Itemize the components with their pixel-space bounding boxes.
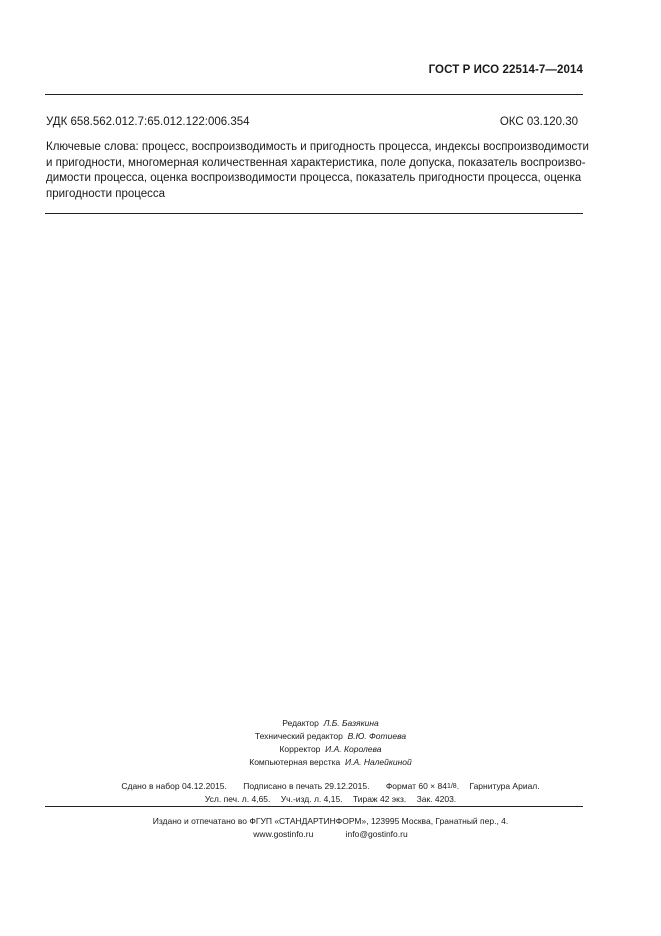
credit-role: Корректор [279,744,321,754]
credit-editor [0,717,661,730]
paper-format-fraction: 1/8 [446,783,457,790]
circulation: Тираж 42 экз. [352,794,407,804]
publisher-contacts [0,828,661,841]
email-link[interactable]: info@gostinfo.ru [345,829,408,839]
credit-name: И.А. Королева [325,744,382,754]
footer-divider [45,806,583,807]
keywords-divider [45,213,583,214]
publisher-block [0,815,661,841]
udk-code: УДК 658.562.012.7:65.012.122:006.354 [46,116,250,128]
standard-code: ГОСТ Р ИСО 22514-7—2014 [428,64,583,76]
credit-role: Компьютерная верстка [249,757,341,767]
print-sheets: Усл. печ. л. 4,65. [204,794,271,804]
print-info-block [0,780,661,806]
keywords-line: пригодности процесса [46,187,165,200]
submitted-date: Сдано в набор 04.12.2015. [121,781,227,791]
credit-tech-editor [0,730,661,743]
print-info-row-2 [0,793,661,806]
credit-role: Технический редактор [254,731,343,741]
credit-name: Л.Б. Базякина [323,718,379,728]
credit-name: И.А. Налейкиной [345,757,412,767]
keywords-paragraph [46,140,589,202]
credits-block [0,717,661,769]
keywords-line: и пригодности, многомерная количественная характеристика, поле допуска, показатель воспроизво- [46,156,586,169]
website-link[interactable]: www.gostinfo.ru [253,829,314,839]
order-number: Зак. 4203. [416,794,457,804]
header-divider [45,94,583,95]
print-info-row-1: Сдано в набор 04.12.2015. Подписано в печать 29.12.2015. Формат 60 × 841/8. Гарнитура Ариал. [121,781,540,791]
typeface: Гарнитура Ариал. [469,781,540,791]
keywords-line: Ключевые слова: процесс, воспроизводимость и пригодность процесса, индексы воспроизводимости [46,141,589,153]
oks-code: ОКС 03.120.30 [499,116,578,128]
credit-name: В.Ю. Фотиева [347,731,407,741]
publisher-line: Издано и отпечатано во ФГУП «СТАНДАРТИНФОРМ», 123995 Москва, Гранатный пер., 4. [152,816,509,826]
signed-date: Подписано в печать 29.12.2015. [243,781,370,791]
paper-format: Формат 60 × 84 [385,781,447,791]
credit-role: Редактор [282,718,319,728]
credit-corrector [0,743,661,756]
keywords-line: димости процесса, оценка воспроизводимости процесса, показатель пригодности процесса, оценка [46,172,582,184]
credit-layout [0,756,661,769]
publ-sheets: Уч.-изд. л. 4,15. [280,794,343,804]
